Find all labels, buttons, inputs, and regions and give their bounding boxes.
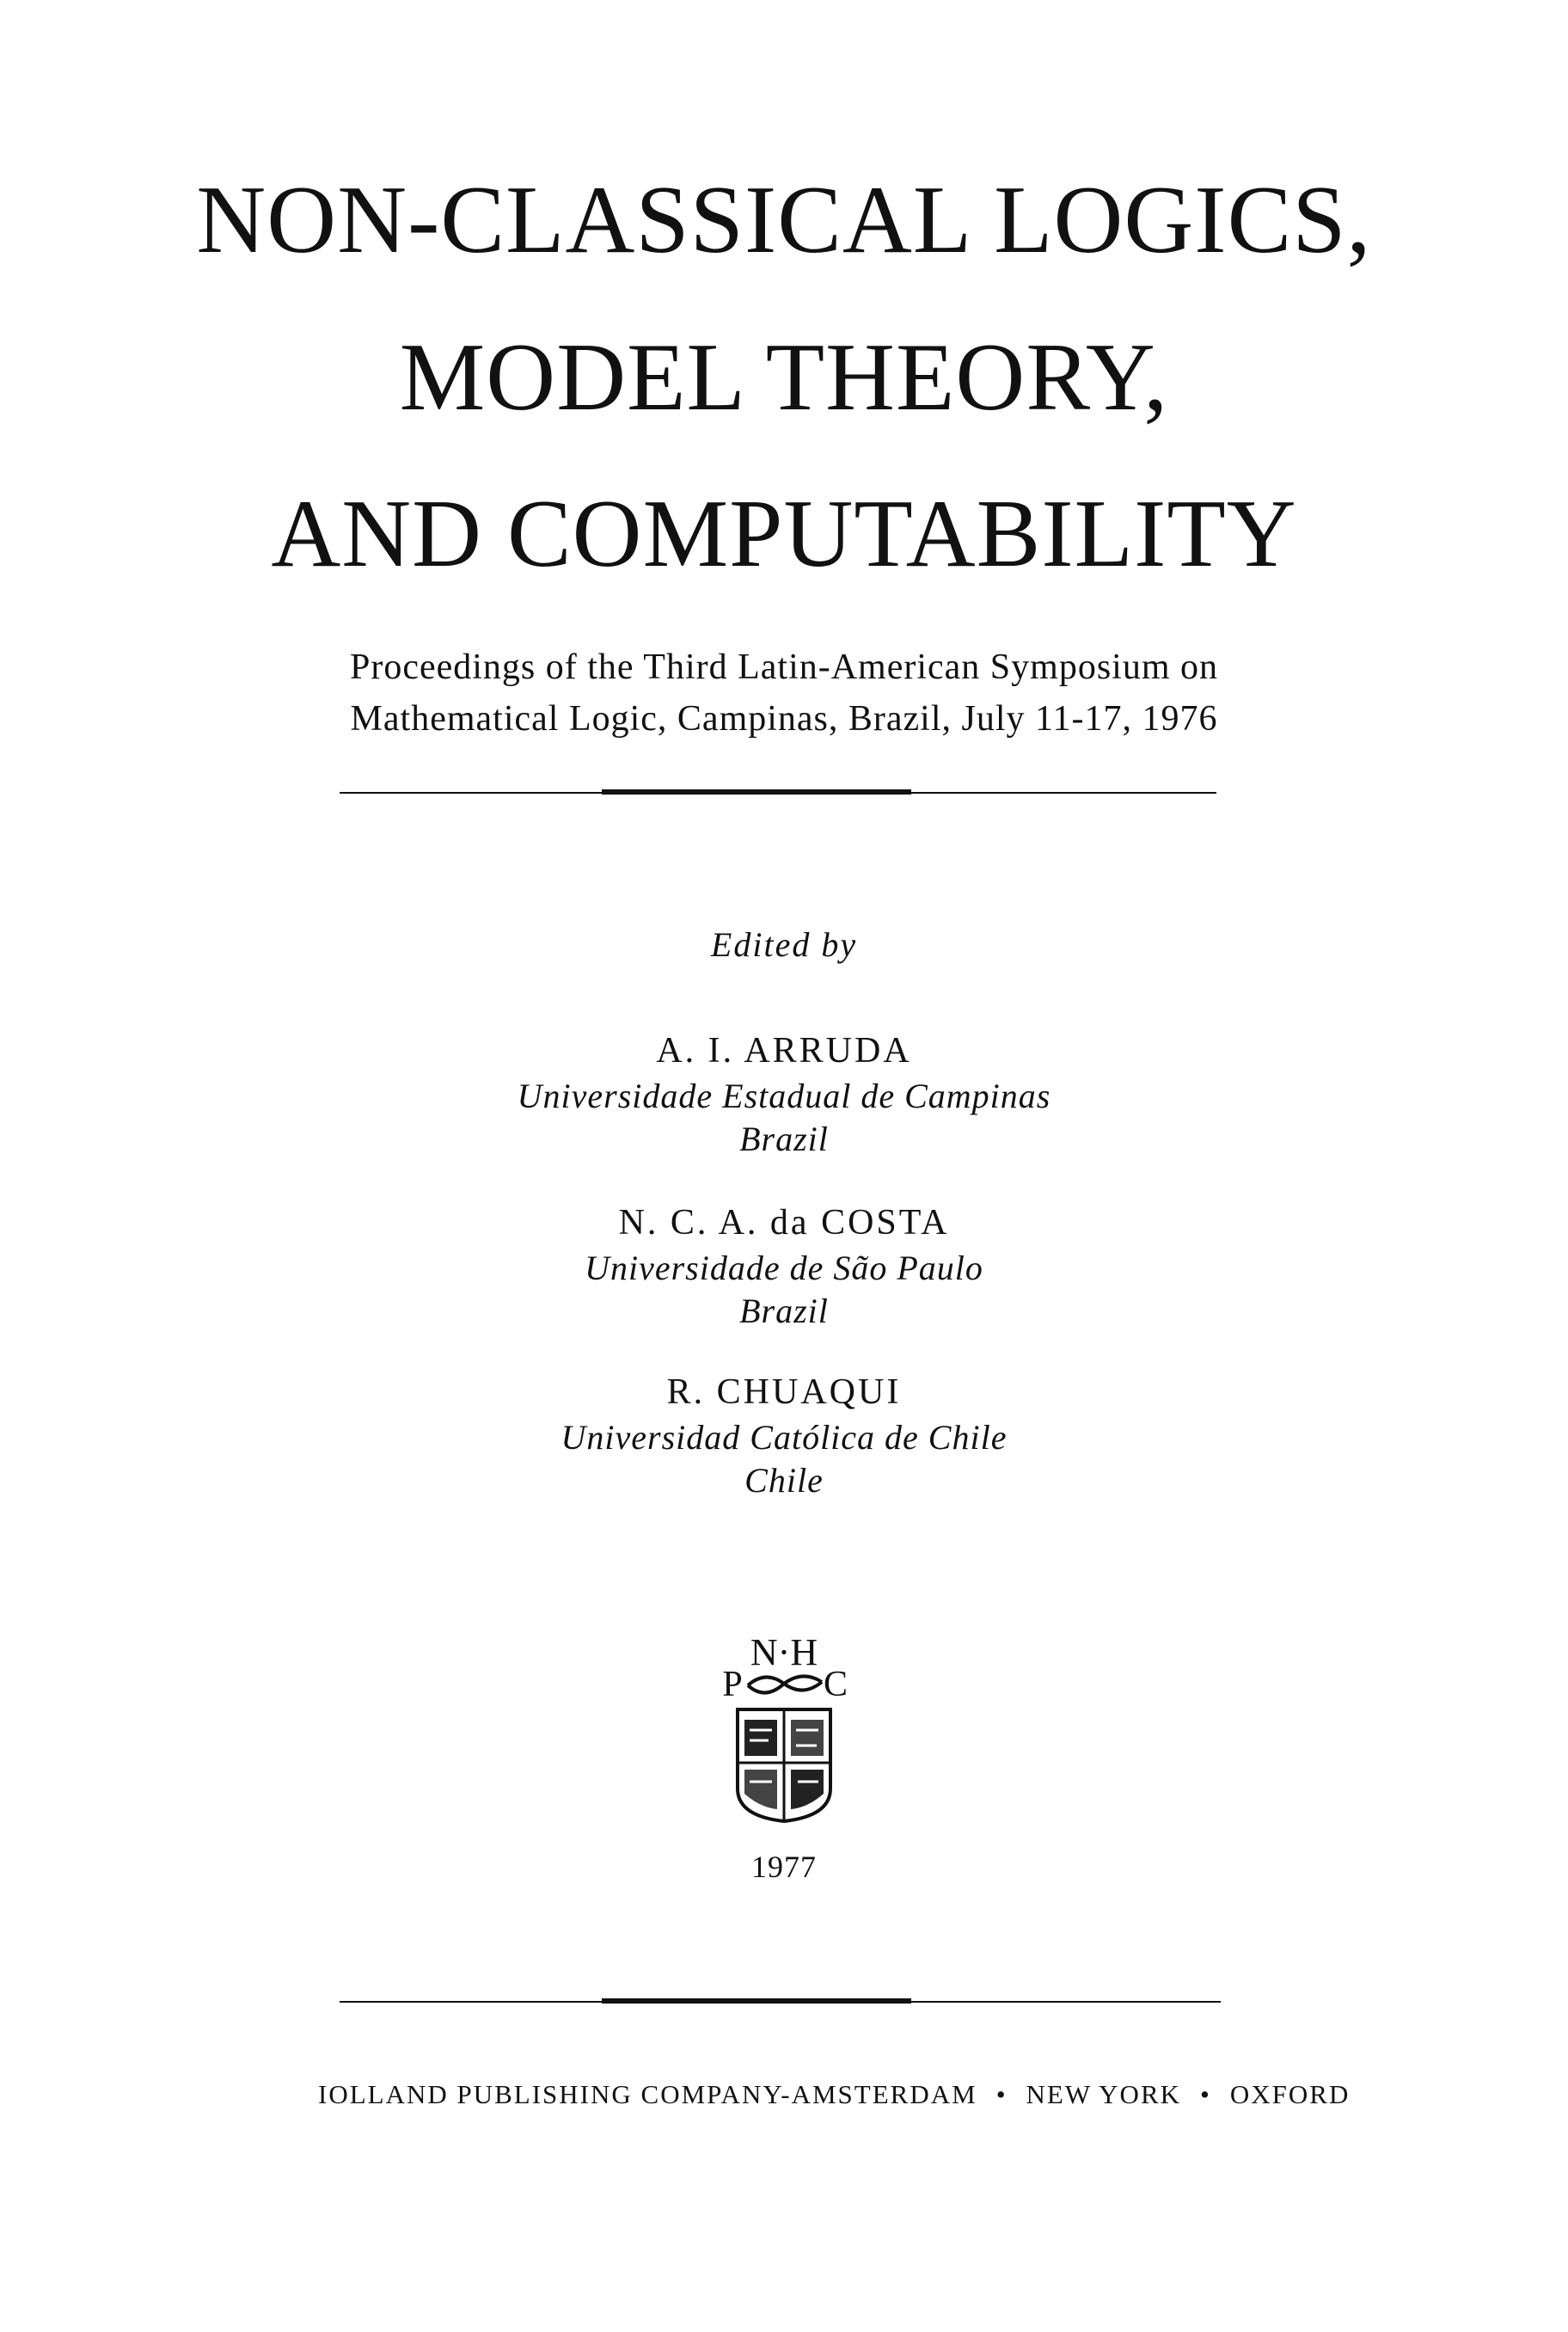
editor-institution: Universidad Católica de Chile — [560, 1417, 1008, 1457]
publisher-city-new-york: NEW YORK — [1026, 2079, 1182, 2109]
proceedings-subtitle-line-2: Mathematical Logic, Campinas, Brazil, July 11-17, 1976 — [350, 699, 1218, 739]
publisher-imprint — [318, 2079, 1350, 2110]
editor-institution: Universidade de São Paulo — [585, 1248, 983, 1287]
editor-country: Brazil — [739, 1291, 829, 1330]
editor-country: Chile — [744, 1460, 824, 1500]
svg-text:P: P — [722, 1665, 743, 1704]
book-title-line-2: MODEL THEORY, — [399, 324, 1169, 431]
publication-year: 1977 — [751, 1850, 817, 1884]
publisher-name: IOLLAND PUBLISHING COMPANY-AMSTERDAM — [318, 2079, 977, 2109]
bullet-separator: • — [995, 2079, 1008, 2109]
publisher-city-oxford: OXFORD — [1229, 2079, 1351, 2109]
edited-by-label: Edited by — [710, 925, 858, 964]
north-holland-publishing-emblem-icon — [715, 1625, 853, 1823]
editor-institution: Universidade Estadual de Campinas — [517, 1076, 1051, 1115]
bullet-separator: • — [1200, 2079, 1211, 2109]
proceedings-subtitle-line-1: Proceedings of the Third Latin-American Symposium on — [349, 647, 1219, 687]
editor-name: A. I. ARRUDA — [656, 1031, 912, 1071]
editor-name: R. CHUAQUI — [666, 1372, 902, 1412]
book-title-line-1: NON-CLASSICAL LOGICS, — [196, 167, 1372, 273]
editor-block — [0, 1028, 1568, 1161]
svg-text:N·H: N·H — [750, 1631, 818, 1673]
book-title-line-3: AND COMPUTABILITY — [271, 481, 1297, 587]
svg-text:C: C — [823, 1665, 848, 1704]
editor-country: Brazil — [739, 1119, 829, 1158]
editor-block — [0, 1369, 1568, 1502]
editor-name: N. C. A. da COSTA — [618, 1203, 950, 1243]
editor-block — [0, 1200, 1568, 1333]
